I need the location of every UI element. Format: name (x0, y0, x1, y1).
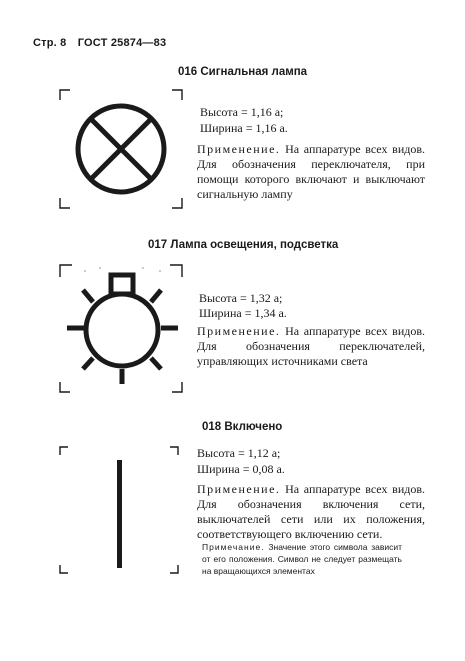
lighting-lamp-icon (67, 275, 178, 384)
application-label: Применение. (197, 142, 281, 156)
section-017-title: 017 Лампа освещения, подсветка (148, 239, 339, 251)
application-text: На аппаратуре всех видов. Для обозначения включения сети, выключателей сети или их положения, соответствующего включению сети. (197, 482, 426, 541)
section-016-height: Высота = 1,16 a; (200, 105, 284, 119)
section-016-width: Ширина = 1,16 a. (200, 121, 288, 135)
application-label: Применение. (197, 324, 281, 338)
section-016-application (197, 142, 425, 202)
on-line-icon (117, 460, 122, 568)
section-017-application (197, 324, 425, 369)
note-text: Значение этого символа зависит от его положения. Символ не следует размещать на вращающихся элементах (202, 542, 402, 576)
section-017-width: Ширина = 1,34 a. (199, 306, 287, 320)
section-018-width: Ширина = 0,08 a. (197, 462, 285, 476)
section-018-height: Высота = 1,12 a; (197, 446, 281, 460)
section-018-note (202, 541, 402, 577)
scan-dots (84, 267, 161, 272)
application-text: На аппаратуре всех видов. Для обозначения переключателя, при помощи которого включают и выключают сигнальную лампу (197, 142, 426, 201)
section-018-title: 018 Включено (202, 421, 283, 433)
standard-number: ГОСТ 25874—83 (77, 37, 167, 49)
section-018-application (197, 482, 425, 542)
application-text: На аппаратуре всех видов. Для обозначения переключателей, управляющих источниками света (197, 324, 426, 368)
note-label: Примечание. (202, 542, 265, 552)
application-label: Применение. (197, 482, 281, 496)
signal-lamp-icon (78, 106, 164, 192)
section-016-title: 016 Сигнальная лампа (178, 66, 308, 78)
section-017-height: Высота = 1,32 a; (199, 291, 283, 305)
page-number: Стр. 8 (33, 37, 67, 49)
